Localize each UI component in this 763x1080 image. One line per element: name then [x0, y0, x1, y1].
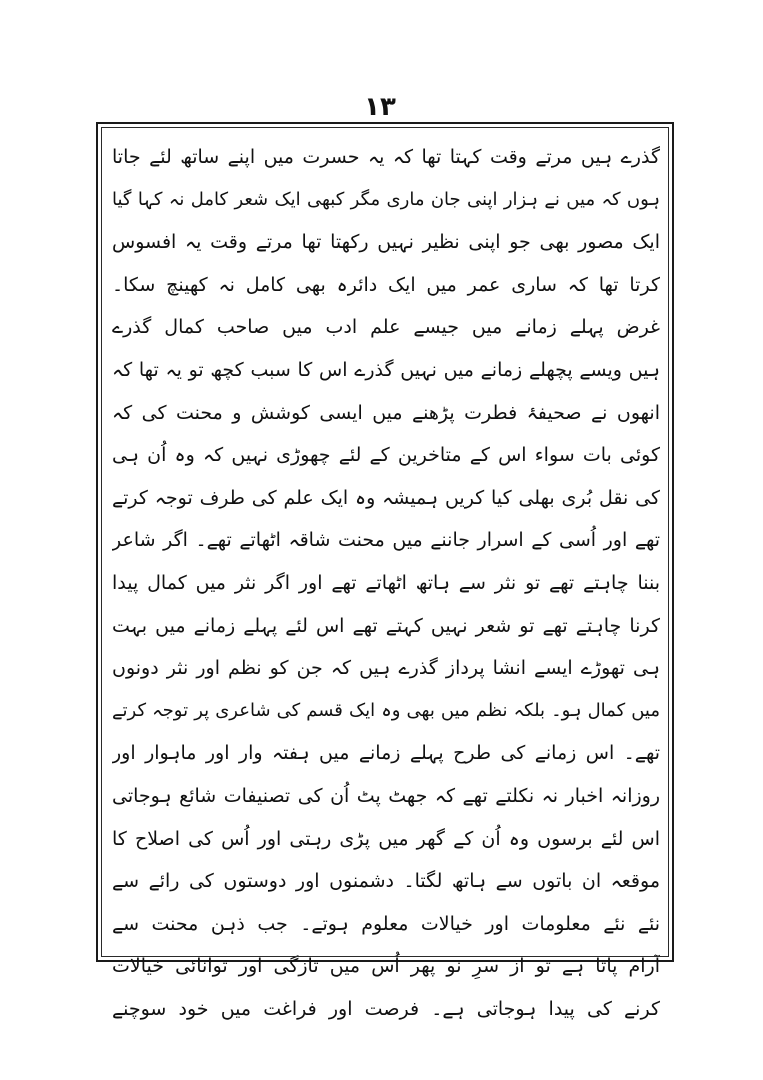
text-line: کی نقل بُری بھلی کیا کریں ہمیشہ وہ ایک علم کی طرف توجہ کرتے — [112, 486, 660, 509]
text-frame — [96, 122, 674, 1020]
text-line: روزانہ اخبار نہ نکلتے تھے کہ جھٹ پٹ اُن کی تصنیفات شائع ہوجاتی — [112, 784, 660, 807]
text-line: میں کمال ہو۔ بلکہ نظم میں بھی وہ ایک قسم کی شاعری پر توجہ کرتے — [112, 699, 660, 721]
text-line: نئے نئے معلومات اور خیالات معلوم ہوتے۔ جب ذہن محنت سے — [112, 912, 660, 935]
body-text — [112, 136, 660, 1030]
text-line: ایک مصور بھی جو اپنی نظیر نہیں رکھتا تھا مرتے وقت یہ افسوس — [112, 231, 660, 254]
text-line: کوئی بات سواء اس کے متاخرین کے لئے چھوڑی نہیں کہ وہ اُن ہی — [112, 444, 660, 467]
text-line: ہوں کہ میں نے ہزار اپنی جان ماری مگر کبھی ایک شعر کامل نہ کہا گیا — [112, 188, 660, 210]
text-line: اس لئے برسوں وہ اُن کے گھر میں پڑی رہتی اور اُس کی اصلاح کا — [112, 827, 660, 850]
text-line: تھے۔ اس زمانے کی طرح پہلے زمانے میں ہفتہ وار اور ماہوار اور — [112, 742, 660, 765]
text-line: ہیں ویسے پچھلے زمانے میں نہیں گذرے اس کا سبب کچھ تو یہ تھا کہ — [112, 358, 660, 381]
text-line: غرض پہلے زمانے میں جیسے علم ادب میں صاحب کمال گذرے — [112, 316, 660, 339]
text-line: موقعہ ان باتوں سے ہاتھ لگتا۔ دشمنوں اور دوستوں کی رائے سے — [112, 870, 660, 893]
text-line: انھوں نے صحیفۂ فطرت پڑھنے میں ایسی کوشش و محنت کی کہ — [112, 401, 660, 424]
text-line: کرنے کی پیدا ہوجاتی ہے۔ فرصت اور فراغت میں خود سوچنے — [112, 997, 660, 1020]
text-line: بننا چاہتے تھے تو نثر سے ہاتھ اٹھاتے تھے اور اگر نثر میں کمال پیدا — [112, 571, 660, 594]
text-line: گذرے ہیں مرتے وقت کہتا تھا کہ یہ حسرت میں اپنے ساتھ لئے جاتا — [112, 146, 660, 168]
page-number: ۱۳ — [364, 92, 396, 122]
text-line: کرنا چاہتے تھے تو شعر نہیں کہتے تھے اس لئے پہلے زمانے میں بہت — [112, 614, 660, 637]
text-line: کرتا تھا کہ ساری عمر میں ایک دائرہ بھی کامل نہ کھینچ سکا۔ — [112, 273, 660, 296]
text-line: آرام پاتا ہے تو از سرِ نو پھر اُس میں تازگی اور توانائی خیالات — [112, 955, 660, 978]
text-line: تھے اور اُسی کے اسرار جاننے میں محنت شاقہ اٹھاتے تھے۔ اگر شاعر — [112, 529, 660, 552]
text-line: ہی تھوڑے ایسے انشا پرداز گذرے ہیں کہ جن کو نظم اور نثر دونوں — [112, 657, 660, 680]
